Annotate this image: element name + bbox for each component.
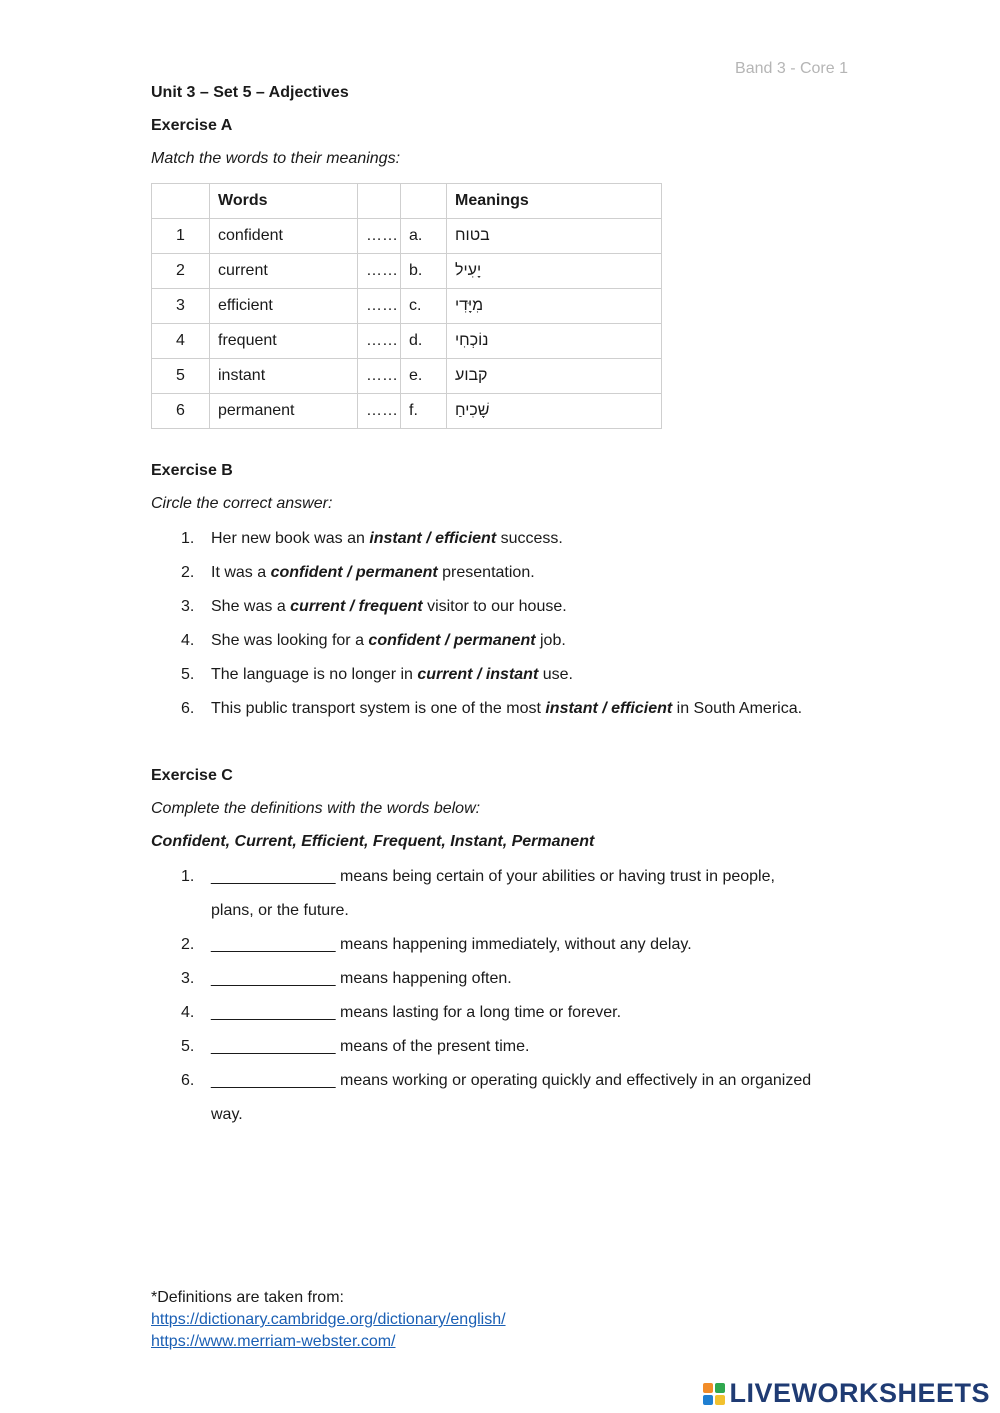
- item-number: 5.: [181, 666, 195, 683]
- sentence-start: She was looking for a: [211, 632, 369, 649]
- definition-text: plans, or the future.: [211, 902, 349, 919]
- header-letter-cell: [401, 184, 447, 219]
- row-word: current: [210, 254, 358, 289]
- definition-text[interactable]: ______________ means being certain of your abilities or having trust in people,: [211, 868, 775, 885]
- list-item: [151, 962, 811, 996]
- answer-choice[interactable]: current / instant: [417, 666, 539, 683]
- item-number: 1.: [181, 868, 195, 885]
- meaning-text: מִיָּדִי: [455, 297, 484, 314]
- definition-text[interactable]: ______________ means lasting for a long time or forever.: [211, 1004, 622, 1021]
- row-meaning: [447, 324, 662, 359]
- header-num-cell: [152, 184, 210, 219]
- row-number: 3: [152, 289, 210, 324]
- item-number: 6.: [181, 1072, 195, 1089]
- sentence-end: presentation.: [437, 564, 535, 581]
- sentence-start: It was a: [211, 564, 271, 581]
- row-number: 2: [152, 254, 210, 289]
- meaning-text: קבוע: [455, 367, 488, 384]
- answer-blank[interactable]: ……: [358, 359, 401, 394]
- table-row: [152, 324, 662, 359]
- row-meaning: [447, 359, 662, 394]
- answer-blank[interactable]: ……: [358, 324, 401, 359]
- list-item: [151, 1030, 811, 1064]
- answer-choice[interactable]: confident / permanent: [368, 632, 536, 649]
- row-word: confident: [210, 219, 358, 254]
- list-item: [151, 928, 811, 962]
- list-item: [151, 1064, 811, 1098]
- row-meaning: [447, 219, 662, 254]
- table-row: [152, 289, 662, 324]
- exercise-c-list: [151, 860, 811, 1132]
- row-number: 6: [152, 394, 210, 429]
- logo-square: [715, 1383, 725, 1393]
- list-item: [151, 624, 802, 658]
- row-word: instant: [210, 359, 358, 394]
- table-row: [152, 394, 662, 429]
- row-meaning: [447, 289, 662, 324]
- header-words: Words: [210, 184, 358, 219]
- logo-square: [703, 1395, 713, 1405]
- definition-text[interactable]: ______________ means working or operating quickly and effectively in an organized: [211, 1072, 812, 1089]
- definition-text[interactable]: ______________ means happening immediately, without any delay.: [211, 936, 692, 953]
- list-item: [151, 556, 802, 590]
- sentence-end: job.: [535, 632, 566, 649]
- sentence-end: success.: [496, 530, 563, 547]
- merriam-webster-link[interactable]: https://www.merriam-webster.com/: [151, 1333, 396, 1350]
- sentence-start: She was a: [211, 598, 291, 615]
- item-number: 3.: [181, 598, 195, 615]
- header-blank-cell: [358, 184, 401, 219]
- band-label: Band 3 - Core 1: [735, 60, 848, 77]
- definition-text: way.: [211, 1106, 243, 1123]
- exercise-a-instruction: Match the words to their meanings:: [151, 150, 401, 167]
- sentence-end: use.: [538, 666, 573, 683]
- answer-choice[interactable]: confident / permanent: [270, 564, 438, 581]
- exercise-b-heading: Exercise B: [151, 462, 233, 479]
- list-item: [151, 1098, 811, 1132]
- list-item: [151, 894, 811, 928]
- exercise-a-heading: Exercise A: [151, 117, 233, 134]
- page-title: Unit 3 – Set 5 – Adjectives: [151, 84, 349, 101]
- list-item: [151, 692, 802, 726]
- definition-text[interactable]: ______________ means of the present time.: [211, 1038, 530, 1055]
- row-number: 5: [152, 359, 210, 394]
- liveworksheets-brand: [703, 1378, 990, 1409]
- answer-blank[interactable]: ……: [358, 219, 401, 254]
- item-number: 5.: [181, 1038, 195, 1055]
- table-row: [152, 359, 662, 394]
- row-letter: b.: [401, 254, 447, 289]
- answer-blank[interactable]: ……: [358, 289, 401, 324]
- brand-name: LIVEWORKSHEETS: [729, 1378, 990, 1408]
- answer-blank[interactable]: ……: [358, 254, 401, 289]
- item-number: 4.: [181, 632, 195, 649]
- definition-text[interactable]: ______________ means happening often.: [211, 970, 512, 987]
- list-item: [151, 658, 802, 692]
- row-meaning: [447, 394, 662, 429]
- item-number: 6.: [181, 700, 195, 717]
- table-header-row: [152, 184, 662, 219]
- item-number: 3.: [181, 970, 195, 987]
- meaning-text: שָׁכִיחַ: [455, 402, 490, 419]
- logo-square: [715, 1395, 725, 1405]
- logo-square: [703, 1383, 713, 1393]
- sentence-start: This public transport system is one of the most: [211, 700, 546, 717]
- word-bank: Confident, Current, Efficient, Frequent, Instant, Permanent: [151, 833, 595, 850]
- meaning-text: נוֹכְחִי: [455, 332, 489, 349]
- list-item: [151, 996, 811, 1030]
- matching-table: [151, 183, 662, 429]
- row-letter: f.: [401, 394, 447, 429]
- answer-choice[interactable]: instant / efficient: [369, 530, 497, 547]
- exercise-b-instruction: Circle the correct answer:: [151, 495, 333, 512]
- sources-note: *Definitions are taken from:: [151, 1289, 344, 1306]
- exercise-c-heading: Exercise C: [151, 767, 233, 784]
- row-letter: c.: [401, 289, 447, 324]
- cambridge-link[interactable]: https://dictionary.cambridge.org/dictionary/english/: [151, 1311, 506, 1328]
- row-meaning: [447, 254, 662, 289]
- sentence-start: Her new book was an: [211, 530, 370, 547]
- sentence-start: The language is no longer in: [211, 666, 418, 683]
- list-item: [151, 522, 802, 556]
- liveworksheets-logo-icon: [703, 1383, 725, 1405]
- row-letter: e.: [401, 359, 447, 394]
- answer-blank[interactable]: ……: [358, 394, 401, 429]
- sentence-end: visitor to our house.: [422, 598, 567, 615]
- header-meanings: Meanings: [447, 184, 662, 219]
- row-letter: a.: [401, 219, 447, 254]
- exercise-b-list: [151, 522, 802, 726]
- item-number: 4.: [181, 1004, 195, 1021]
- row-letter: d.: [401, 324, 447, 359]
- row-word: efficient: [210, 289, 358, 324]
- row-number: 1: [152, 219, 210, 254]
- meaning-text: בטוח: [455, 227, 490, 244]
- row-number: 4: [152, 324, 210, 359]
- sentence-end: in South America.: [672, 700, 803, 717]
- table-row: [152, 219, 662, 254]
- item-number: 2.: [181, 936, 195, 953]
- table-row: [152, 254, 662, 289]
- answer-choice[interactable]: instant / efficient: [545, 700, 673, 717]
- item-number: 1.: [181, 530, 195, 547]
- meaning-text: יָעִיל: [455, 262, 482, 279]
- item-number: 2.: [181, 564, 195, 581]
- list-item: [151, 590, 802, 624]
- answer-choice[interactable]: current / frequent: [290, 598, 423, 615]
- list-item: [151, 860, 811, 894]
- row-word: permanent: [210, 394, 358, 429]
- footer-sources: [151, 1287, 506, 1353]
- row-word: frequent: [210, 324, 358, 359]
- exercise-c-instruction: Complete the definitions with the words below:: [151, 800, 481, 817]
